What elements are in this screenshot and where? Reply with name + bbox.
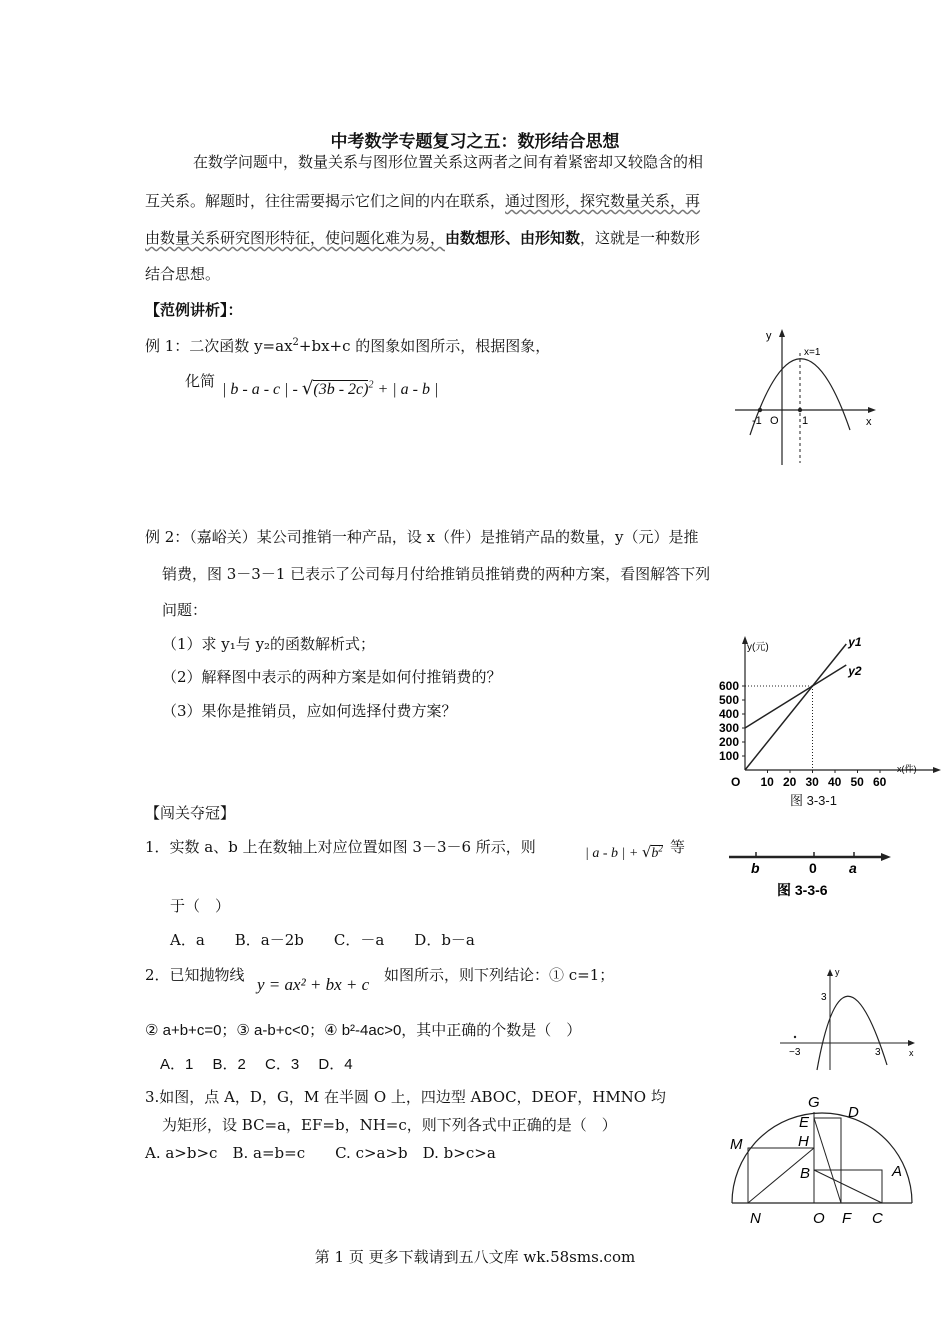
chart-ylabel: y(元)	[747, 642, 769, 653]
question-3-line-2: 为矩形，设 BC=a，EF=b，NH=c，则下列各式中正确的是（ ）	[162, 1116, 617, 1134]
label-M: M	[730, 1136, 743, 1153]
question-1-tail: 等	[670, 838, 686, 856]
x-label: x	[866, 416, 872, 428]
x-tick-label: 10	[760, 775, 774, 789]
example-2-line-2: 销费，图 3－3－1 已表示了公司每月付给推销员推销费的两种方案，看图解答下列	[162, 565, 711, 583]
x-tick-label: 50	[850, 775, 864, 789]
q2-y-arrow	[827, 969, 833, 976]
q1-sqrt-sign: √	[641, 843, 652, 861]
q2-x-arrow	[908, 1040, 915, 1046]
example-1-label: 例 1：二次函数 y=ax	[145, 337, 293, 355]
question-1-text	[145, 837, 536, 857]
point-neg1	[758, 408, 762, 412]
y-tick-label: 100	[719, 749, 740, 763]
example-2-question-2: （2）解释图中表示的两种方案是如何付推销费的？	[162, 668, 502, 686]
simplify-label: 化简	[185, 372, 216, 390]
example-1-expression	[222, 378, 438, 399]
expr-sup: 2	[368, 379, 374, 391]
segment-ef	[814, 1118, 841, 1203]
q1-rad-sup: 2	[658, 843, 663, 854]
y-axis-arrow	[779, 329, 785, 337]
intro-line-2-b: 通过图形，探究数量关系，再	[505, 192, 701, 210]
series-line-y2	[745, 665, 846, 728]
series-line-y1	[745, 644, 846, 770]
label-B: B	[800, 1165, 811, 1182]
q2-pos3-label: 3	[875, 1047, 881, 1058]
semicircle-figure	[722, 1090, 922, 1230]
label-D: D	[848, 1104, 859, 1121]
y-tick-label: 200	[719, 735, 740, 749]
intro-line-2-a: 互关系。解题时，往往需要揭示它们之间的内在联系，	[145, 192, 506, 210]
intro-line-2	[145, 191, 700, 211]
semicircle-arc	[732, 1113, 912, 1203]
origin-label: O	[770, 415, 779, 427]
q1-rad-b: b	[651, 846, 659, 861]
y-tick-label: 600	[719, 679, 740, 693]
x-tick-label: 30	[805, 775, 819, 789]
question-1-expression	[585, 843, 663, 862]
page-footer: 第 1 页 更多下载请到五八文库 wk.58sms.com	[314, 1248, 636, 1266]
example-2-question-1: （1）求 y₁与 y₂的函数解析式；	[162, 635, 376, 653]
question-1-line-2: 于（ ）	[170, 897, 231, 915]
question-2-text: 2．已知抛物线	[145, 966, 245, 984]
label-E: E	[799, 1114, 810, 1131]
tick-1: 1	[802, 415, 809, 427]
example-1-rest: +bx+c 的图象如图所示，根据图象，	[298, 337, 551, 355]
x-axis-arrow	[868, 407, 876, 413]
x-tick-label: 20	[783, 775, 797, 789]
chart-caption: 图 3-3-1	[790, 793, 837, 808]
intro-line-3-b: 由数想形、由形知数	[445, 229, 581, 247]
section-heading-challenge: 【闯关夺冠】	[145, 804, 236, 822]
page-title: 中考数学专题复习之五：数形结合思想	[330, 132, 620, 152]
question-1-stem: 1．实数 a、b 上在数轴上对应位置如图 3－3－6 所示，则	[145, 838, 536, 856]
label-b: b	[751, 860, 760, 876]
segment-bc	[814, 1170, 882, 1203]
example-2-line-3: 问题：	[162, 601, 208, 619]
question-2-line-2: ② a+b+c=0；③ a-b+c<0；④ b²-4ac>0，其中正确的个数是（ ）	[145, 1022, 582, 1039]
axis-label: x=1	[804, 347, 821, 358]
label-O: O	[813, 1210, 825, 1227]
expr-radicand: (3b - 2c)	[313, 381, 369, 398]
expr-part-a: | b - a - c | -	[222, 381, 302, 398]
tick-neg1: -1	[752, 415, 762, 427]
example-1-simplify	[185, 371, 215, 391]
x-tick-label: O	[731, 775, 741, 789]
q2-y-label: y	[835, 967, 840, 977]
question-3-options: A. a>b>c B. a=b=c C. c>a>b D. b>c>a	[145, 1144, 496, 1162]
point-1	[798, 408, 802, 412]
label-G: G	[808, 1094, 820, 1111]
q2-point-neg3	[794, 1036, 796, 1038]
label-0: 0	[809, 860, 817, 876]
line-chart-y1-y2	[715, 630, 950, 810]
question-1-options: A．a B．a－2b C．－a D．b－a	[170, 931, 475, 949]
number-line-arrow	[881, 853, 891, 861]
q2-x-label: x	[909, 1048, 914, 1058]
example-2-line-1: 例 2：（嘉峪关）某公司推销一种产品，设 x（件）是推销产品的数量，y（元）是推	[145, 528, 699, 546]
intro-line-1: 在数学问题中，数量关系与图形位置关系这两者之间有着紧密却又较隐含的相	[193, 153, 704, 171]
y-tick-label: 500	[719, 693, 740, 707]
sqrt-sign: √	[301, 378, 314, 399]
example-1-text	[145, 333, 550, 356]
y-tick-label: 400	[719, 707, 740, 721]
label-C: C	[872, 1210, 883, 1227]
series-label-y1: y1	[848, 635, 862, 649]
y-tick-label: 300	[719, 721, 740, 735]
intro-line-3	[145, 228, 700, 248]
chart-xlabel: x(件)	[897, 764, 917, 774]
label-a: a	[849, 860, 857, 876]
q1-radicand	[651, 845, 663, 861]
label-F: F	[842, 1210, 852, 1227]
q2-neg3-label: −3	[789, 1047, 801, 1058]
number-line	[725, 842, 895, 900]
question-2-options: A．1 B．2 C．3 D．4	[160, 1056, 353, 1073]
intro-line-3-a: 由数量关系研究图形特征，使问题化难为易，	[145, 229, 446, 247]
label-H: H	[798, 1133, 809, 1150]
expr-part-c: + | a - b |	[373, 381, 439, 398]
y-label: y	[766, 330, 772, 342]
question-2-rest: 如图所示，则下列结论：① c=1；	[384, 966, 615, 984]
q2-y3-label: 3	[821, 992, 827, 1003]
label-N: N	[750, 1210, 761, 1227]
chart-x-arrow	[933, 767, 941, 773]
question-3-line-1: 3.如图，点 A，D，G，M 在半圆 O 上，四边型 ABOC，DEOF，HMNO 均	[145, 1088, 666, 1106]
intro-line-4: 结合思想。	[145, 265, 221, 283]
label-A: A	[892, 1163, 903, 1180]
parabola-graph-1	[730, 325, 880, 470]
parabola-graph-2	[775, 965, 925, 1075]
q2-parabola	[817, 996, 887, 1070]
intro-line-3-c: ，这就是一种数形	[580, 229, 701, 247]
q1-expr: | a - b | +	[585, 846, 642, 861]
series-label-y2: y2	[848, 664, 862, 678]
x-tick-label: 40	[828, 775, 842, 789]
question-2-formula: y = ax² + bx + c	[257, 975, 370, 994]
x-tick-label: 60	[873, 775, 887, 789]
example-2-question-3: （3）果你是推销员，应如何选择付费方案？	[162, 702, 457, 720]
section-heading-examples: 【范例讲析】：	[145, 301, 243, 319]
number-line-caption: 图 3-3-6	[777, 882, 828, 898]
example-1-sup: 2	[292, 337, 299, 348]
